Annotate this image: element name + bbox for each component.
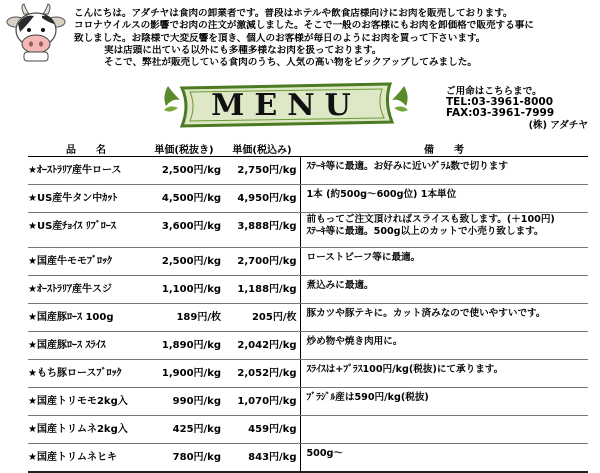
table-row bbox=[28, 276, 588, 304]
tel-number: TEL:03-3961-8000 bbox=[446, 96, 553, 109]
table-row bbox=[28, 416, 588, 444]
price-in: 4,950円/kg bbox=[224, 185, 300, 213]
item-note: 1本 (約500g～600g位) 1本単位 bbox=[300, 185, 588, 213]
item-note-line: ｽﾃｰｷ等に最適。500g以上のカットで小売り致します。 bbox=[306, 225, 544, 237]
table-row bbox=[28, 157, 588, 185]
company-name: (株) アダチヤ bbox=[528, 119, 588, 131]
item-note-line: 前もってご注文頂ければスライスも致します。(＋100円) bbox=[306, 214, 555, 225]
price-in: 2,052円/kg bbox=[224, 360, 300, 388]
item-note: 豚カツや豚テキに。カット済みなので使いやすいです。 bbox=[300, 304, 588, 332]
item-note: ｽﾃｰｷ等に最適。お好みに近いｸﾞﾗﾑ数で切ります bbox=[300, 157, 588, 185]
item-name: ★国産トリムネヒキ bbox=[28, 444, 144, 473]
item-note: 500g～ bbox=[300, 444, 588, 473]
item-note: 煮込みに最適。 bbox=[300, 276, 588, 304]
item-note: ｽﾗｲｽは+ﾌﾟﾗｽ100円/kg(税抜)にて承ります。 bbox=[300, 360, 588, 388]
table-row bbox=[28, 304, 588, 332]
price-ex: 1,900円/kg bbox=[144, 360, 224, 388]
item-note: ﾌﾞﾗｼﾞﾙ産は590円/kg(税抜) bbox=[300, 388, 588, 416]
price-ex: 780円/kg bbox=[144, 444, 224, 473]
table-row bbox=[28, 213, 588, 248]
price-in: 3,888円/kg bbox=[224, 213, 300, 248]
price-ex: 189円/枚 bbox=[144, 304, 224, 332]
table-row bbox=[28, 248, 588, 276]
intro-line: 致しました。お陰様で大変反響を頂き、個人のお客様が毎日のようにお肉を買って下さいます。 bbox=[74, 32, 486, 44]
price-ex: 990円/kg bbox=[144, 388, 224, 416]
intro-text bbox=[74, 8, 598, 69]
price-ex: 425円/kg bbox=[144, 416, 224, 444]
item-name: ★国産豚ﾛｰｽ ｽﾗｲｽ bbox=[28, 332, 144, 360]
table-row bbox=[28, 332, 588, 360]
table-header-row bbox=[28, 141, 588, 157]
intro-line: こんにちは。アダチヤは食肉の卸業者です。普段はホテルや飲食店様向けにお肉を販売しております。 bbox=[74, 8, 513, 19]
item-note: 炒め物や焼き肉用に。 bbox=[300, 332, 588, 360]
price-ex: 1,890円/kg bbox=[144, 332, 224, 360]
menu-banner bbox=[158, 78, 414, 130]
order-text: ご用命はこちらまで。 bbox=[446, 86, 542, 97]
item-note bbox=[300, 213, 588, 248]
item-name: ★国産豚ﾛｰｽ 100g bbox=[28, 304, 144, 332]
price-in: 459円/kg bbox=[224, 416, 300, 444]
item-name: ★US産牛タン中ｶｯﾄ bbox=[28, 185, 144, 213]
price-ex: 2,500円/kg bbox=[144, 248, 224, 276]
item-name: ★国産トリムネ2kg入 bbox=[28, 416, 144, 444]
table-row bbox=[28, 360, 588, 388]
price-in: 843円/kg bbox=[224, 444, 300, 473]
item-name: ★ｵｰｽﾄﾗﾘｱ産牛スジ bbox=[28, 276, 144, 304]
price-in: 205円/枚 bbox=[224, 304, 300, 332]
price-ex: 1,100円/kg bbox=[144, 276, 224, 304]
price-in: 1,188円/kg bbox=[224, 276, 300, 304]
table-row bbox=[28, 444, 588, 473]
price-ex: 3,600円/kg bbox=[144, 213, 224, 248]
price-in: 1,070円/kg bbox=[224, 388, 300, 416]
item-name: ★ｵｰｽﾄﾗﾘｱ産牛ロース bbox=[28, 157, 144, 185]
header-note: 備 考 bbox=[300, 141, 588, 157]
cow-mascot-icon bbox=[2, 2, 70, 64]
header-price-in: 単価(税込み) bbox=[224, 141, 300, 157]
item-name: ★国産トリモモ2kg入 bbox=[28, 388, 144, 416]
item-note bbox=[300, 416, 588, 444]
table-row bbox=[28, 388, 588, 416]
intro-line: コロナウイルスの影響でお肉の注文が激減しました。そこで一般のお客様にもお肉を卸価格で販売する事に bbox=[74, 20, 534, 32]
header-price-ex: 単価(税抜き) bbox=[144, 141, 224, 157]
item-name: ★もち豚ロースﾌﾞﾛｯｸ bbox=[28, 360, 144, 388]
price-in: 2,700円/kg bbox=[224, 248, 300, 276]
intro-line: そこで、弊社が販売している食肉のうち、人気の高い物をピックアップしてみました。 bbox=[104, 57, 477, 69]
intro-line: 実は店頭に出ている以外にも多種多様なお肉を扱っております。 bbox=[104, 44, 382, 56]
item-note: ローストビーフ等に最適。 bbox=[300, 248, 588, 276]
contact-block bbox=[446, 86, 596, 131]
header-name: 品 名 bbox=[28, 141, 144, 157]
price-ex: 2,500円/kg bbox=[144, 157, 224, 185]
price-in: 2,042円/kg bbox=[224, 332, 300, 360]
table-row bbox=[28, 185, 588, 213]
item-name: ★国産牛モモﾌﾞﾛｯｸ bbox=[28, 248, 144, 276]
menu-title: MENU bbox=[211, 88, 361, 123]
menu-table bbox=[28, 141, 588, 473]
item-name: ★US産ﾁｮｲｽ ﾘﾌﾞﾛｰｽ bbox=[28, 213, 144, 248]
price-in: 2,750円/kg bbox=[224, 157, 300, 185]
fax-number: FAX:03-3961-7999 bbox=[446, 107, 555, 120]
price-ex: 4,500円/kg bbox=[144, 185, 224, 213]
